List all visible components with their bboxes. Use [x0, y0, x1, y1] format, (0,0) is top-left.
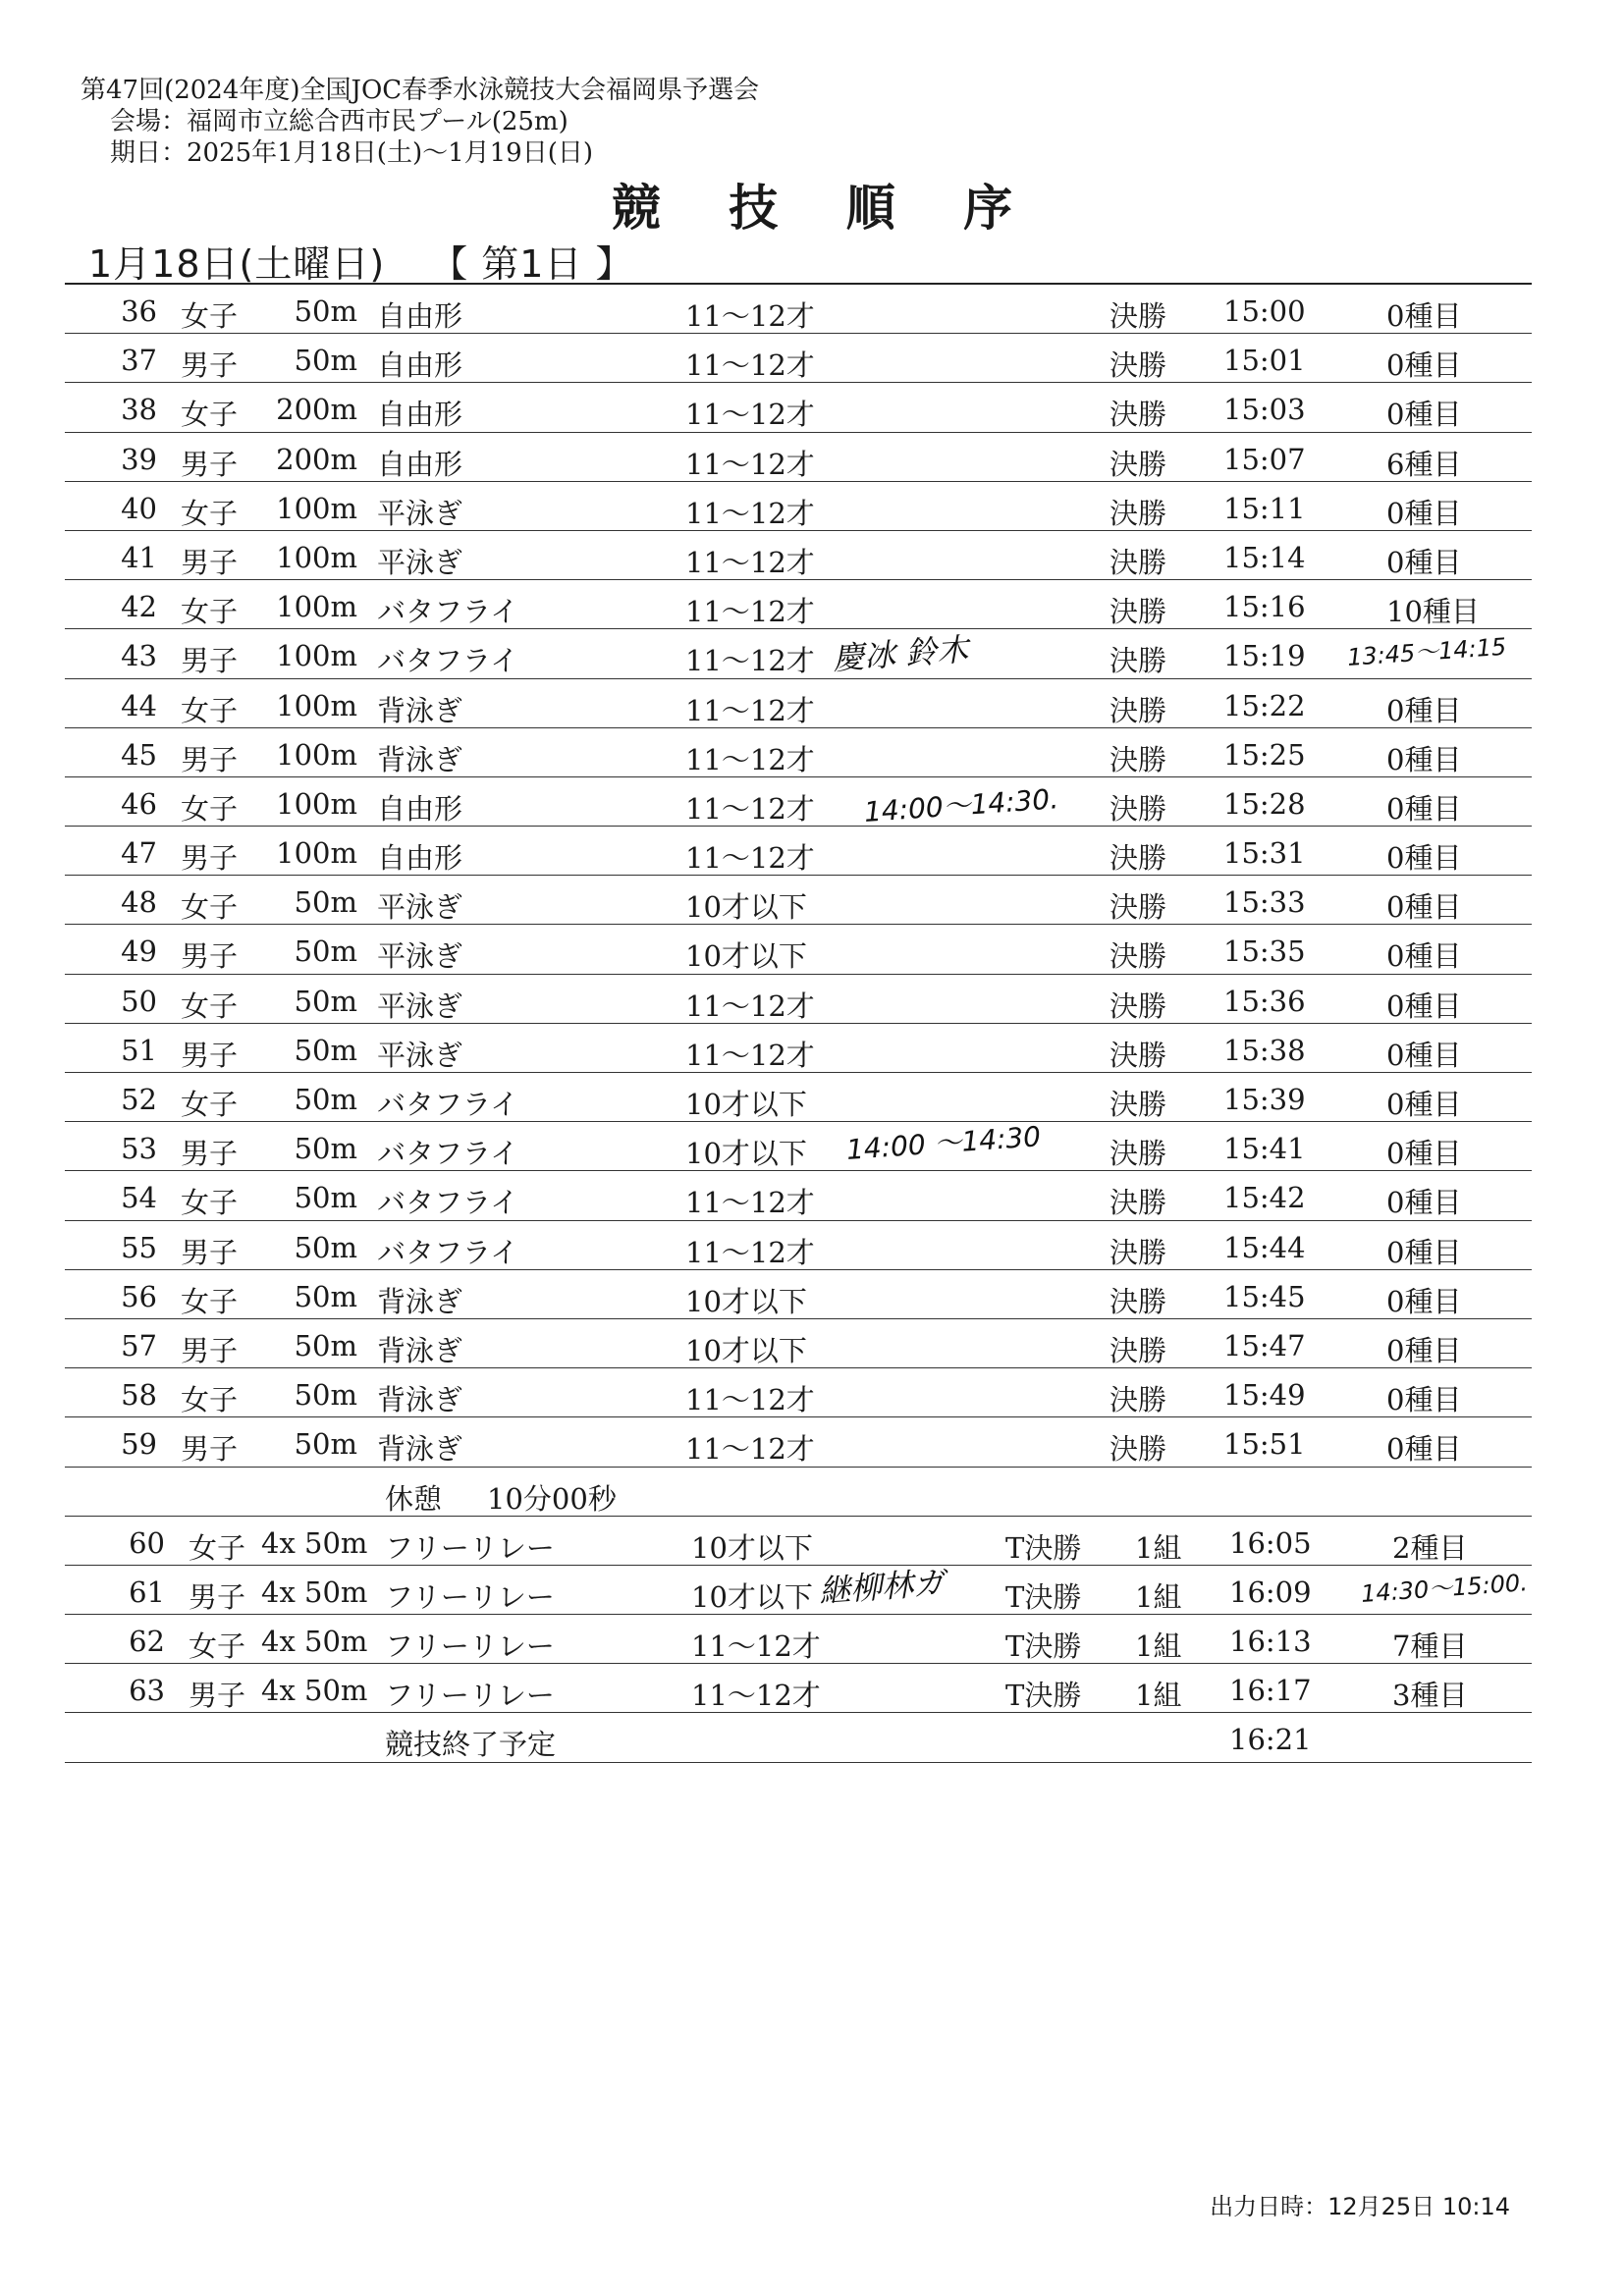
- event-round-type: 決勝: [1110, 447, 1167, 481]
- event-age-group: 10才以下: [685, 939, 807, 974]
- event-distance: 50m: [294, 885, 357, 920]
- event-number: 51: [121, 1033, 157, 1067]
- event-row: [65, 1171, 1532, 1220]
- event-table: [65, 285, 1532, 1763]
- event-count: 0種目: [1386, 742, 1462, 776]
- relay-age-group: 11～12才: [691, 1629, 821, 1664]
- event-stroke: 平泳ぎ: [377, 496, 463, 530]
- event-distance: 100m: [276, 540, 357, 574]
- event-distance: 50m: [294, 1279, 357, 1313]
- event-number: 57: [121, 1328, 157, 1362]
- event-age-group: 10才以下: [685, 1088, 807, 1121]
- event-age-group: 10才以下: [685, 1137, 807, 1171]
- relay-group: 1組: [1135, 1629, 1182, 1664]
- event-distance: 50m: [294, 1378, 357, 1413]
- event-sex: 男子: [181, 742, 239, 776]
- relay-group: 1組: [1135, 1579, 1182, 1614]
- relay-row: [65, 1664, 1532, 1713]
- event-sex: 女子: [181, 1284, 239, 1318]
- event-number: 47: [121, 836, 157, 871]
- event-round-type: 決勝: [1110, 1284, 1167, 1318]
- event-distance: 50m: [294, 1230, 357, 1264]
- event-sex: 男子: [181, 545, 239, 579]
- event-count: 0種目: [1386, 1186, 1462, 1220]
- event-row: [65, 1024, 1532, 1073]
- event-stroke: 背泳ぎ: [377, 1432, 463, 1467]
- event-stroke: バタフライ: [377, 644, 519, 678]
- event-count: 0種目: [1386, 545, 1462, 579]
- relay-sex: 男子: [189, 1579, 246, 1614]
- event-number: 49: [121, 934, 157, 969]
- event-distance: 50m: [294, 1427, 357, 1462]
- event-row: [65, 1221, 1532, 1270]
- event-row: [65, 1073, 1532, 1122]
- event-stroke: 平泳ぎ: [377, 1038, 463, 1072]
- event-sex: 女子: [181, 496, 239, 530]
- event-count: 0種目: [1386, 1432, 1462, 1467]
- event-number: 54: [121, 1181, 157, 1215]
- document-header: [81, 75, 759, 169]
- event-count: 0種目: [1386, 1235, 1462, 1269]
- event-start-time: 15:22: [1223, 688, 1306, 722]
- event-stroke: バタフライ: [377, 1088, 519, 1121]
- event-number: 50: [121, 984, 157, 1018]
- event-sex: 男子: [181, 939, 239, 974]
- event-start-time: 15:44: [1223, 1230, 1306, 1264]
- event-sex: 女子: [181, 693, 239, 727]
- event-row: [65, 482, 1532, 531]
- event-distance: 50m: [294, 1033, 357, 1067]
- relay-number: 61: [129, 1575, 165, 1609]
- event-stroke: 平泳ぎ: [377, 988, 463, 1023]
- day-label: 【 第1日 】: [430, 242, 634, 286]
- event-row: [65, 1270, 1532, 1319]
- event-round-type: 決勝: [1110, 693, 1167, 727]
- event-age-group: 11～12才: [685, 693, 815, 727]
- break-duration: 10分00秒: [487, 1481, 617, 1516]
- relay-count: 3種目: [1392, 1679, 1468, 1713]
- event-round-type: 決勝: [1110, 791, 1167, 826]
- relay-start-time: 16:13: [1229, 1625, 1312, 1659]
- event-round-type: 決勝: [1110, 742, 1167, 776]
- event-sex: 女子: [181, 398, 239, 432]
- page-title: 競 技 順 序: [611, 179, 1039, 237]
- event-start-time: 15:36: [1223, 984, 1306, 1018]
- event-round-type: 決勝: [1110, 545, 1167, 579]
- event-count: 10種目: [1386, 595, 1480, 629]
- event-row: [65, 1319, 1532, 1368]
- relay-number: 63: [129, 1674, 165, 1708]
- event-round-type: 決勝: [1110, 1137, 1167, 1171]
- event-round-type: 決勝: [1110, 595, 1167, 629]
- relay-stroke: フリーリレー: [385, 1679, 555, 1713]
- relay-round-type: T決勝: [1005, 1579, 1082, 1614]
- event-sex: 男子: [181, 447, 239, 481]
- event-number: 42: [121, 590, 157, 624]
- event-start-time: 15:11: [1223, 491, 1306, 525]
- event-start-time: 15:39: [1223, 1083, 1306, 1116]
- handwritten-note-row61-time: 14:30～15:00.: [1360, 1569, 1529, 1608]
- event-sex: 男子: [181, 1137, 239, 1171]
- relay-group: 1組: [1135, 1679, 1182, 1713]
- event-distance: 200m: [276, 393, 357, 427]
- event-count: 6種目: [1386, 447, 1462, 481]
- event-age-group: 11～12才: [685, 348, 815, 383]
- event-stroke: 平泳ぎ: [377, 545, 463, 579]
- event-row: [65, 285, 1532, 334]
- event-sex: 女子: [181, 595, 239, 629]
- event-stroke: 背泳ぎ: [377, 742, 463, 776]
- output-timestamp: 出力日時：12月25日 10:14: [1210, 2193, 1510, 2220]
- event-count: 0種目: [1386, 1038, 1462, 1072]
- break-label: 休憩: [385, 1481, 443, 1516]
- event-round-type: 決勝: [1110, 1186, 1167, 1220]
- event-age-group: 11～12才: [685, 595, 815, 629]
- event-sex: 男子: [181, 1235, 239, 1269]
- event-number: 41: [121, 540, 157, 574]
- event-number: 44: [121, 688, 157, 722]
- event-age-group: 10才以下: [685, 1333, 807, 1367]
- event-stroke: 平泳ぎ: [377, 890, 463, 925]
- event-round-type: 決勝: [1110, 299, 1167, 333]
- event-number: 53: [121, 1132, 157, 1166]
- event-sex: 男子: [181, 1333, 239, 1367]
- event-row: [65, 629, 1532, 678]
- event-distance: 200m: [276, 442, 357, 476]
- event-round-type: 決勝: [1110, 1088, 1167, 1121]
- event-distance: 100m: [276, 786, 357, 821]
- event-age-group: 11～12才: [685, 545, 815, 579]
- event-row: [65, 433, 1532, 482]
- event-count: 0種目: [1386, 1333, 1462, 1367]
- event-count: 0種目: [1386, 1137, 1462, 1171]
- event-stroke: バタフライ: [377, 1235, 519, 1269]
- event-row: [65, 1122, 1532, 1171]
- relay-row: [65, 1566, 1532, 1615]
- event-stroke: 自由形: [377, 791, 463, 826]
- event-distance: 50m: [294, 1083, 357, 1116]
- relay-sex: 男子: [189, 1679, 246, 1713]
- event-sex: 女子: [181, 1186, 239, 1220]
- event-number: 45: [121, 737, 157, 772]
- event-distance: 100m: [276, 836, 357, 871]
- event-round-type: 決勝: [1110, 1235, 1167, 1269]
- event-age-group: 11～12才: [685, 841, 815, 876]
- event-start-time: 15:28: [1223, 786, 1306, 821]
- event-number: 52: [121, 1083, 157, 1116]
- event-count: 0種目: [1386, 496, 1462, 530]
- event-age-group: 11～12才: [685, 791, 815, 826]
- event-start-time: 15:49: [1223, 1378, 1306, 1413]
- event-sex: 女子: [181, 890, 239, 925]
- event-sex: 男子: [181, 1432, 239, 1467]
- event-number: 37: [121, 344, 157, 378]
- event-distance: 100m: [276, 590, 357, 624]
- event-distance: 50m: [294, 294, 357, 328]
- event-start-time: 15:38: [1223, 1033, 1306, 1067]
- event-age-group: 11～12才: [685, 1235, 815, 1269]
- event-age-group: 11～12才: [685, 988, 815, 1023]
- event-row: [65, 975, 1532, 1024]
- event-age-group: 10才以下: [685, 1284, 807, 1318]
- event-start-time: 15:14: [1223, 540, 1306, 574]
- event-count: 0種目: [1386, 791, 1462, 826]
- event-start-time: 15:33: [1223, 885, 1306, 920]
- event-number: 58: [121, 1378, 157, 1413]
- event-age-group: 10才以下: [685, 890, 807, 925]
- relay-count: 7種目: [1392, 1629, 1468, 1664]
- event-row: [65, 334, 1532, 383]
- event-count: 0種目: [1386, 939, 1462, 974]
- handwritten-note-row46-time: 14:00～14:30.: [862, 782, 1060, 828]
- event-start-time: 15:41: [1223, 1132, 1306, 1166]
- relay-stroke: フリーリレー: [385, 1530, 555, 1565]
- event-stroke: 自由形: [377, 841, 463, 876]
- event-row: [65, 383, 1532, 432]
- event-round-type: 決勝: [1110, 890, 1167, 925]
- event-count: 0種目: [1386, 1088, 1462, 1121]
- relay-age-group: 11～12才: [691, 1679, 821, 1713]
- relay-sex: 女子: [189, 1629, 246, 1664]
- event-stroke: 自由形: [377, 398, 463, 432]
- venue: 会場：福岡市立総合西市民プール(25m): [110, 107, 568, 136]
- event-number: 59: [121, 1427, 157, 1462]
- day-date: 1月18日(土曜日): [88, 242, 386, 286]
- relay-row: [65, 1517, 1532, 1566]
- event-stroke: 背泳ぎ: [377, 1383, 463, 1417]
- event-round-type: 決勝: [1110, 1038, 1167, 1072]
- event-row: [65, 531, 1532, 580]
- relay-start-time: 16:17: [1229, 1674, 1312, 1708]
- event-count: 0種目: [1386, 1383, 1462, 1417]
- event-age-group: 11～12才: [685, 1383, 815, 1417]
- day-heading: [88, 234, 634, 288]
- event-round-type: 決勝: [1110, 1383, 1167, 1417]
- event-distance: 100m: [276, 491, 357, 525]
- event-stroke: バタフライ: [377, 1137, 519, 1171]
- event-age-group: 11～12才: [685, 1432, 815, 1467]
- handwritten-note-row43-time: 13:45～14:15: [1346, 632, 1508, 671]
- end-time: 16:21: [1229, 1723, 1312, 1757]
- relay-start-time: 16:05: [1229, 1525, 1312, 1560]
- event-number: 40: [121, 491, 157, 525]
- relay-group: 1組: [1135, 1530, 1182, 1565]
- event-age-group: 11～12才: [685, 447, 815, 481]
- event-row: [65, 580, 1532, 629]
- event-start-time: 15:19: [1223, 639, 1306, 673]
- event-stroke: 背泳ぎ: [377, 1333, 463, 1367]
- event-distance: 100m: [276, 737, 357, 772]
- event-start-time: 15:25: [1223, 737, 1306, 772]
- event-start-time: 15:07: [1223, 442, 1306, 476]
- handwritten-note-row43-name: 慶冰 鈴木: [831, 630, 970, 677]
- event-row: [65, 728, 1532, 777]
- event-age-group: 11～12才: [685, 496, 815, 530]
- event-stroke: 背泳ぎ: [377, 693, 463, 727]
- handwritten-note-row61-name: 継柳林ガ: [817, 1564, 947, 1610]
- event-age-group: 11～12才: [685, 742, 815, 776]
- event-start-time: 15:51: [1223, 1427, 1306, 1462]
- event-number: 55: [121, 1230, 157, 1264]
- relay-round-type: T決勝: [1005, 1530, 1082, 1565]
- event-number: 39: [121, 442, 157, 476]
- event-distance: 50m: [294, 984, 357, 1018]
- event-distance: 100m: [276, 639, 357, 673]
- relay-count: 2種目: [1392, 1530, 1468, 1565]
- event-number: 46: [121, 786, 157, 821]
- event-stroke: 自由形: [377, 447, 463, 481]
- event-stroke: 背泳ぎ: [377, 1284, 463, 1318]
- relay-number: 60: [129, 1525, 165, 1560]
- relay-round-type: T決勝: [1005, 1679, 1082, 1713]
- event-round-type: 決勝: [1110, 1333, 1167, 1367]
- event-count: 0種目: [1386, 890, 1462, 925]
- event-age-group: 11～12才: [685, 299, 815, 333]
- event-start-time: 15:16: [1223, 590, 1306, 624]
- relay-distance: 4x 50m: [261, 1625, 368, 1659]
- relay-round-type: T決勝: [1005, 1629, 1082, 1664]
- event-stroke: 自由形: [377, 348, 463, 383]
- event-start-time: 15:03: [1223, 393, 1306, 427]
- event-start-time: 15:35: [1223, 934, 1306, 969]
- event-age-group: 11～12才: [685, 644, 815, 678]
- competition-name: 第47回(2024年度)全国JOC春季水泳競技大会福岡県予選会: [81, 76, 760, 105]
- event-stroke: バタフライ: [377, 1186, 519, 1220]
- period: 期日：2025年1月18日(土)～1月19日(日): [110, 138, 593, 168]
- event-round-type: 決勝: [1110, 841, 1167, 876]
- event-round-type: 決勝: [1110, 1432, 1167, 1467]
- event-sex: 女子: [181, 988, 239, 1023]
- end-row: [65, 1713, 1532, 1762]
- event-row: [65, 777, 1532, 827]
- event-round-type: 決勝: [1110, 939, 1167, 974]
- relay-age-group: 10才以下: [691, 1530, 813, 1565]
- event-count: 0種目: [1386, 348, 1462, 383]
- event-round-type: 決勝: [1110, 644, 1167, 678]
- event-start-time: 15:45: [1223, 1279, 1306, 1313]
- event-start-time: 15:01: [1223, 344, 1306, 378]
- event-row: [65, 876, 1532, 925]
- event-round-type: 決勝: [1110, 348, 1167, 383]
- event-sex: 男子: [181, 1038, 239, 1072]
- event-sex: 男子: [181, 644, 239, 678]
- event-start-time: 15:31: [1223, 836, 1306, 871]
- event-distance: 50m: [294, 344, 357, 378]
- event-number: 48: [121, 885, 157, 920]
- event-count: 0種目: [1386, 841, 1462, 876]
- event-distance: 50m: [294, 1328, 357, 1362]
- relay-stroke: フリーリレー: [385, 1579, 555, 1614]
- event-age-group: 11～12才: [685, 1186, 815, 1220]
- relay-age-group: 10才以下: [691, 1579, 813, 1614]
- event-count: 0種目: [1386, 1284, 1462, 1318]
- event-sex: 女子: [181, 299, 239, 333]
- event-row: [65, 679, 1532, 728]
- event-sex: 女子: [181, 791, 239, 826]
- relay-stroke: フリーリレー: [385, 1629, 555, 1664]
- relay-sex: 女子: [189, 1530, 246, 1565]
- event-sex: 男子: [181, 841, 239, 876]
- event-row: [65, 1368, 1532, 1417]
- event-start-time: 15:47: [1223, 1328, 1306, 1362]
- event-count: 0種目: [1386, 988, 1462, 1023]
- event-distance: 50m: [294, 1181, 357, 1215]
- relay-number: 62: [129, 1625, 165, 1659]
- event-round-type: 決勝: [1110, 988, 1167, 1023]
- relay-distance: 4x 50m: [261, 1575, 368, 1609]
- handwritten-note-row53-time: 14:00 ～14:30: [844, 1120, 1043, 1166]
- event-sex: 女子: [181, 1383, 239, 1417]
- event-number: 36: [121, 294, 157, 328]
- event-round-type: 決勝: [1110, 398, 1167, 432]
- end-label: 競技終了予定: [385, 1728, 557, 1762]
- relay-row: [65, 1615, 1532, 1664]
- event-distance: 50m: [294, 934, 357, 969]
- break-row: [65, 1468, 1532, 1517]
- event-stroke: 自由形: [377, 299, 463, 333]
- event-sex: 女子: [181, 1088, 239, 1121]
- event-number: 38: [121, 393, 157, 427]
- event-count: 0種目: [1386, 299, 1462, 333]
- event-row: [65, 1417, 1532, 1467]
- event-age-group: 11～12才: [685, 398, 815, 432]
- event-number: 56: [121, 1279, 157, 1313]
- event-count: 0種目: [1386, 398, 1462, 432]
- relay-start-time: 16:09: [1229, 1575, 1312, 1609]
- event-start-time: 15:42: [1223, 1181, 1306, 1215]
- event-round-type: 決勝: [1110, 496, 1167, 530]
- event-row: [65, 827, 1532, 876]
- event-age-group: 11～12才: [685, 1038, 815, 1072]
- relay-distance: 4x 50m: [261, 1674, 368, 1708]
- event-row: [65, 925, 1532, 974]
- event-start-time: 15:00: [1223, 294, 1306, 328]
- event-stroke: 平泳ぎ: [377, 939, 463, 974]
- event-distance: 50m: [294, 1132, 357, 1166]
- relay-distance: 4x 50m: [261, 1525, 368, 1560]
- event-sex: 男子: [181, 348, 239, 383]
- event-distance: 100m: [276, 688, 357, 722]
- event-stroke: バタフライ: [377, 595, 519, 629]
- event-count: 0種目: [1386, 693, 1462, 727]
- event-number: 43: [121, 639, 157, 673]
